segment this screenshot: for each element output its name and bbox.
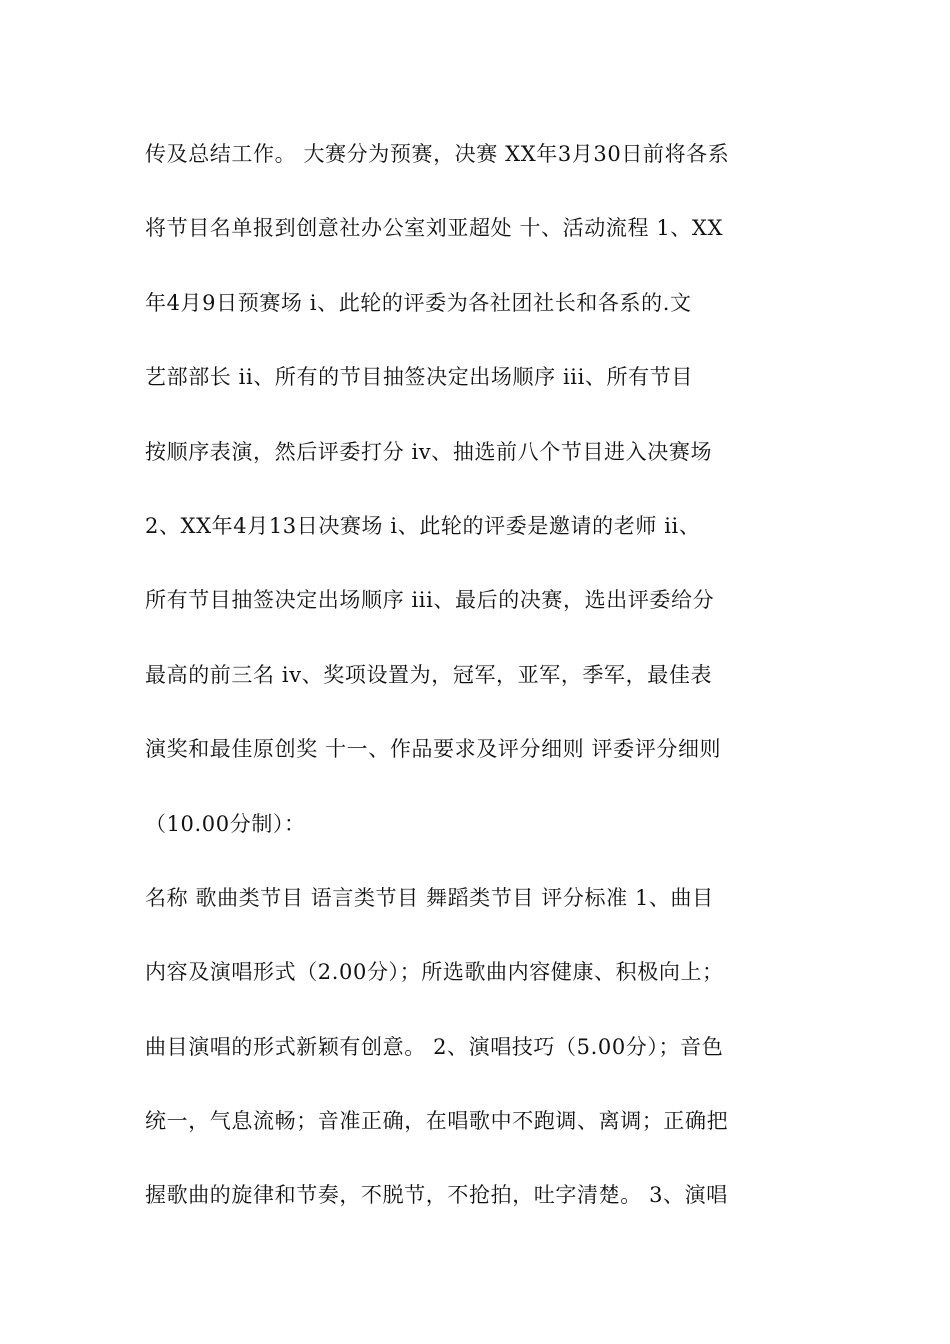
text-line: 曲目演唱的形式新颖有创意。 2、演唱技巧（5.00分）；音色 bbox=[145, 1034, 724, 1059]
text-line: 最高的前三名 iv、奖项设置为，冠军，亚军，季军，最佳表 bbox=[145, 662, 713, 687]
text-line: 内容及演唱形式（2.00分）；所选歌曲内容健康、积极向上； bbox=[145, 960, 724, 985]
text-line: 2、XX年4月13日决赛场 i、此轮的评委是邀请的老师 ii、 bbox=[145, 513, 701, 538]
text-line: 年4月9日预赛场 i、此轮的评委为各社团社长和各系的.文 bbox=[145, 290, 692, 315]
text-line: 统一，气息流畅；音准正确，在唱歌中不跑调、离调；正确把 bbox=[145, 1109, 729, 1134]
text-line: 艺部部长 ii、所有的节目抽签决定出场顺序 iii、所有节目 bbox=[145, 365, 693, 390]
text-line: 所有节目抽签决定出场顺序 iii、最后的决赛，选出评委给分 bbox=[145, 588, 715, 613]
text-line: 传及总结工作。 大赛分为预赛，决赛 XX年3月30日前将各系 bbox=[145, 142, 730, 166]
text-line: 演奖和最佳原创奖 十一、作品要求及评分细则 评委评分细则 bbox=[145, 737, 722, 762]
text-line: 按顺序表演，然后评委打分 iv、抽选前八个节目进入决赛场 bbox=[145, 439, 713, 464]
text-line: （10.00分制）： bbox=[145, 811, 306, 836]
text-line: 握歌曲的旋律和节奏，不脱节，不抢拍，吐字清楚。 3、演唱 bbox=[145, 1183, 728, 1208]
text-line: 将节目名单报到创意社办公室刘亚超处 十、活动流程 1、XX bbox=[145, 216, 724, 241]
document-body bbox=[145, 124, 815, 1240]
text-line: 名称 歌曲类节目 语言类节目 舞蹈类节目 评分标准 1、曲目 bbox=[145, 885, 714, 910]
